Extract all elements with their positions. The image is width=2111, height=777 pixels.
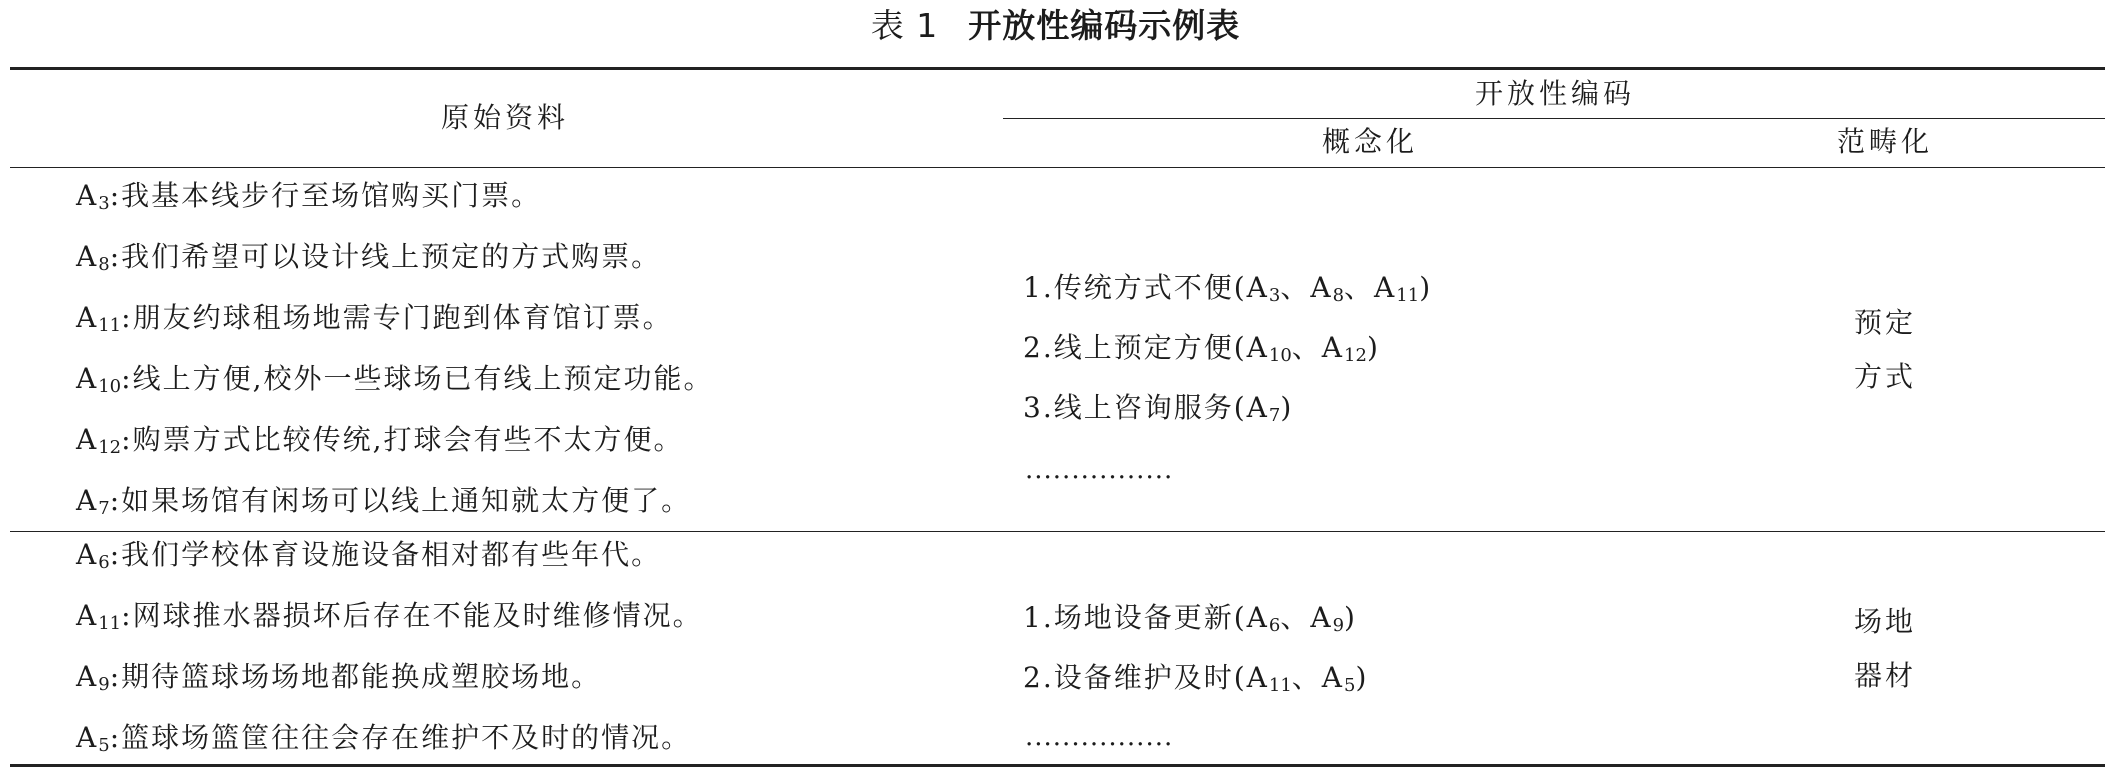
category-label [1825, 296, 1945, 404]
concept-close: ) [1355, 661, 1369, 694]
ref-id: A [1246, 601, 1269, 634]
ref-separator: 、 [1280, 601, 1311, 634]
table-caption: 开放性编码示例表 [968, 6, 1241, 45]
respondent-subscript: 8 [98, 254, 110, 275]
concept-close: ) [1280, 391, 1294, 424]
concept-label: 1.传统方式不便( [1023, 271, 1247, 304]
raw-data-text: :朋友约球租场地需专门跑到体育馆订票。 [121, 301, 673, 334]
ref-id: A [1246, 391, 1269, 424]
concept-line [1023, 330, 1380, 374]
table-number: 表 1 [870, 6, 939, 45]
top-rule [10, 67, 2105, 70]
ref-subscript: 7 [1268, 405, 1281, 426]
raw-data-text: :如果场馆有闲场可以线上通知就太方便了。 [109, 484, 692, 517]
header-categorization: 范畴化 [1836, 125, 1933, 158]
ref-id: A [1310, 601, 1333, 634]
respondent-subscript: 5 [98, 735, 110, 756]
ref-subscript: 10 [1268, 345, 1292, 366]
raw-data-line [76, 422, 683, 466]
concept-line [1023, 600, 1357, 644]
concept-label: 2.线上预定方便( [1023, 331, 1247, 364]
concept-close: ) [1344, 601, 1357, 634]
raw-data-line [76, 659, 601, 703]
respondent-id: A [76, 423, 99, 456]
category-line: 方式 [1853, 360, 1916, 393]
raw-data-line [76, 300, 673, 344]
respondent-subscript: 3 [98, 193, 110, 214]
ref-subscript: 11 [1396, 285, 1420, 306]
ref-subscript: 9 [1332, 615, 1345, 636]
respondent-subscript: 12 [98, 437, 122, 458]
ref-id: A [1246, 271, 1269, 304]
respondent-id: A [76, 301, 99, 334]
raw-data-text: :期待篮球场场地都能换成塑胶场地。 [109, 660, 602, 693]
raw-data-text: :我们希望可以设计线上预定的方式购票。 [109, 240, 662, 273]
ref-separator: 、 [1291, 661, 1322, 694]
respondent-subscript: 10 [98, 376, 122, 397]
concept-line [1023, 390, 1293, 434]
concept-label: 2.设备维护及时( [1023, 661, 1247, 694]
concept-line [1023, 660, 1368, 704]
ref-separator: 、 [1280, 271, 1311, 304]
concept-label: 3.线上咨询服务( [1023, 391, 1247, 424]
concept-line [1023, 270, 1432, 314]
raw-data-line [76, 598, 703, 642]
category-line: 器材 [1853, 659, 1916, 692]
ref-id: A [1310, 271, 1333, 304]
ref-separator: 、 [1291, 331, 1322, 364]
category-line: 场地 [1853, 605, 1916, 638]
ref-subscript: 8 [1332, 285, 1345, 306]
raw-data-text: :篮球场篮筐往往会存在维护不及时的情况。 [109, 721, 692, 754]
concept-ellipsis: ................ [1025, 455, 1174, 485]
respondent-id: A [76, 660, 99, 693]
raw-data-text: :我们学校体育设施设备相对都有些年代。 [109, 538, 662, 571]
raw-data-text: :我基本线步行至场馆购买门票。 [109, 179, 542, 212]
header-bottom-rule [10, 167, 2105, 168]
raw-data-line [76, 178, 541, 222]
bottom-rule [10, 764, 2105, 767]
raw-data-text: :网球推水器损坏后存在不能及时维修情况。 [121, 599, 703, 632]
respondent-subscript: 11 [98, 315, 122, 336]
ref-id: A [1246, 661, 1269, 694]
ref-subscript: 3 [1268, 285, 1281, 306]
ref-subscript: 5 [1344, 675, 1356, 696]
respondent-id: A [76, 240, 99, 273]
category-label [1825, 595, 1945, 703]
ref-subscript: 11 [1268, 675, 1292, 696]
raw-data-text: :线上方便,校外一些球场已有线上预定功能。 [121, 362, 714, 395]
respondent-id: A [76, 599, 99, 632]
ref-id: A [1321, 661, 1345, 694]
respondent-subscript: 6 [98, 552, 110, 573]
group-divider-rule [10, 531, 2105, 532]
ref-id: A [1321, 331, 1345, 364]
concept-label: 1.场地设备更新( [1023, 601, 1247, 634]
respondent-id: A [76, 362, 99, 395]
header-raw-data: 原始资料 [440, 101, 569, 134]
ref-subscript: 12 [1344, 345, 1367, 366]
raw-data-line [76, 537, 661, 581]
concept-close: ) [1366, 331, 1380, 364]
raw-data-line [76, 239, 661, 283]
header-conceptualization: 概念化 [1321, 125, 1418, 158]
sub-header-rule [1003, 118, 2105, 119]
table-title [0, 4, 2111, 48]
respondent-id: A [76, 179, 99, 212]
ref-id: A [1374, 271, 1397, 304]
respondent-subscript: 7 [98, 498, 110, 519]
category-line: 预定 [1853, 306, 1916, 339]
respondent-id: A [76, 484, 99, 517]
respondent-subscript: 11 [98, 613, 122, 634]
ref-subscript: 6 [1268, 615, 1281, 636]
ref-id: A [1246, 331, 1269, 364]
raw-data-text: :购票方式比较传统,打球会有些不太方便。 [121, 423, 684, 456]
concept-ellipsis: ................ [1025, 722, 1174, 752]
concept-close: ) [1419, 271, 1433, 304]
raw-data-line [76, 361, 713, 405]
header-open-coding: 开放性编码 [1474, 77, 1635, 110]
ref-separator: 、 [1344, 271, 1375, 304]
respondent-id: A [76, 721, 99, 754]
respondent-id: A [76, 538, 99, 571]
raw-data-line [76, 483, 691, 527]
raw-data-line [76, 720, 691, 764]
respondent-subscript: 9 [98, 674, 110, 695]
